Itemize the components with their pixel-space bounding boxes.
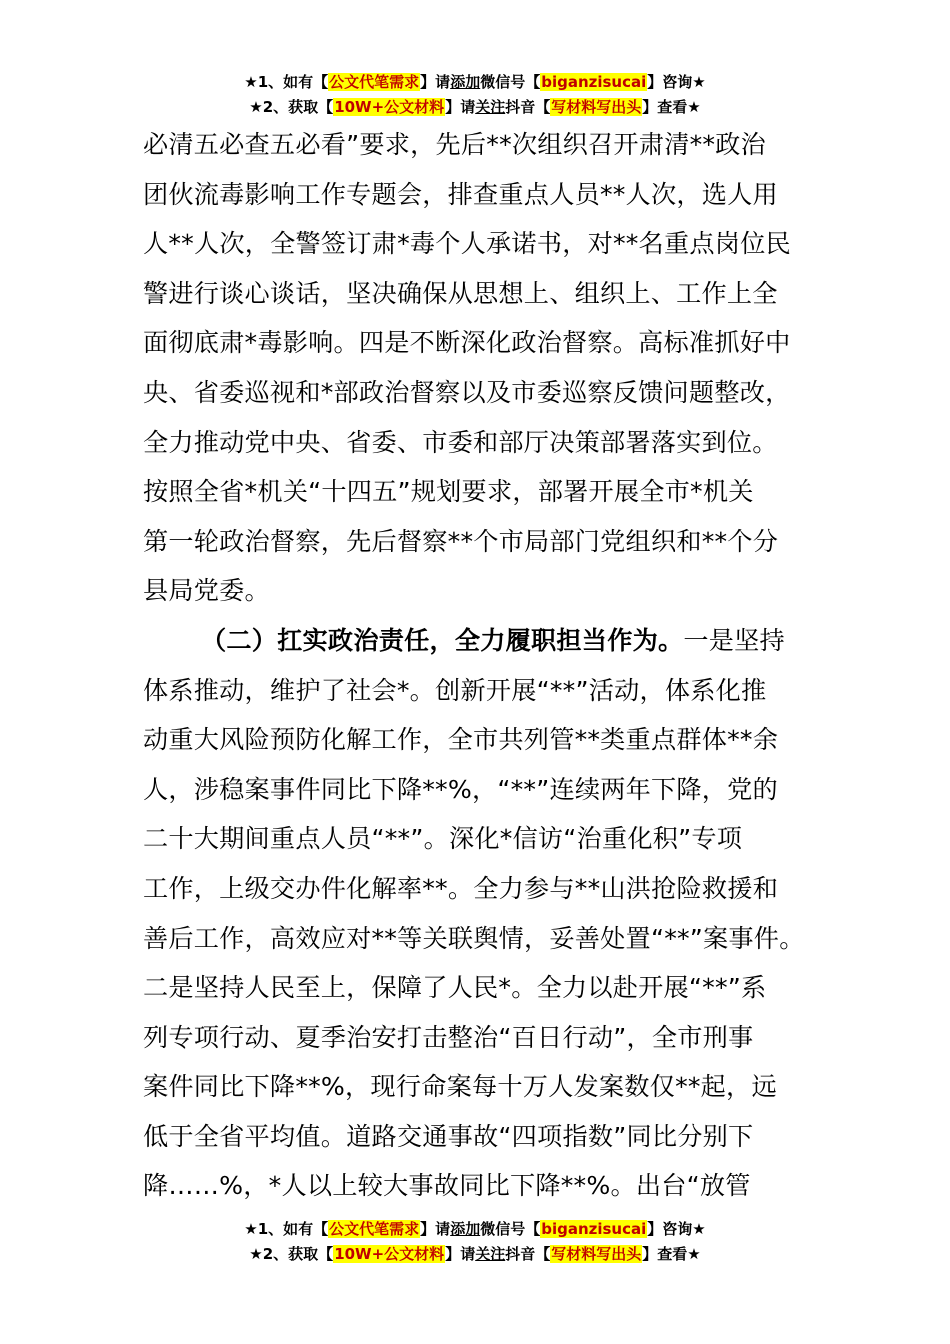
top-banner bbox=[0, 70, 950, 120]
banner-text: ★2、获取【 bbox=[249, 98, 334, 116]
body-line: 第一轮政治督察，先后督察**个市局部门党组织和**个分 bbox=[143, 526, 779, 556]
section-heading-line bbox=[143, 616, 811, 666]
body-line: 人**人次，全警签订肃*毒个人承诺书，对**名重点岗位民 bbox=[143, 229, 791, 259]
banner-text: 】请 bbox=[420, 1220, 451, 1238]
body-line: 工作，上级交办件化解率**。全力参与**山洪抢险救援和 bbox=[143, 873, 779, 903]
highlight-wechat-id: biganzisucai bbox=[541, 1220, 647, 1238]
body-line: 列专项行动、夏季治安打击整治“百日行动”，全市刑事 bbox=[143, 1022, 754, 1052]
banner-text: 】查看★ bbox=[642, 1245, 701, 1263]
body-line: 央、省委巡视和*部政治督察以及市委巡察反馈问题整改， bbox=[143, 377, 791, 407]
body-line: 警进行谈心谈话，坚决确保从思想上、组织上、工作上全 bbox=[143, 278, 778, 308]
body-line: 全力推动党中央、省委、市委和部厅决策部署落实到位。 bbox=[143, 427, 778, 457]
banner-text: 抖音【 bbox=[505, 1245, 551, 1263]
banner-text: 抖音【 bbox=[505, 98, 551, 116]
banner-line-2 bbox=[0, 95, 950, 120]
banner-text: 】咨询★ bbox=[647, 1220, 706, 1238]
banner-line-1 bbox=[0, 1217, 950, 1242]
banner-text: ★1、如有【 bbox=[244, 1220, 329, 1238]
body-line: 按照全省*机关“十四五”规划要求，部署开展全市*机关 bbox=[143, 477, 754, 507]
body-line: 降……%，*人以上较大事故同比下降**%。出台“放管 bbox=[143, 1171, 751, 1201]
underlined-follow: 关注 bbox=[475, 1245, 506, 1263]
body-line: 低于全省平均值。道路交通事故“四项指数”同比分别下 bbox=[143, 1121, 754, 1151]
banner-text: ★1、如有【 bbox=[244, 73, 329, 91]
banner-text: 】咨询★ bbox=[647, 73, 706, 91]
banner-text: ★2、获取【 bbox=[249, 1245, 334, 1263]
body-line: 团伙流毒影响工作专题会，排查重点人员**人次，选人用 bbox=[143, 179, 778, 209]
body-line: 县局党委。 bbox=[143, 576, 270, 606]
section-heading: （二）扛实政治责任，全力履职担当作为。 bbox=[201, 625, 684, 655]
body-line: 面彻底肃*毒影响。四是不断深化政治督察。高标准抓好中 bbox=[143, 328, 791, 358]
highlight-douyin: 写材料写出头 bbox=[551, 98, 642, 116]
banner-text: 】请 bbox=[445, 1245, 476, 1263]
banner-text: 】请 bbox=[420, 73, 451, 91]
body-line: 善后工作，高效应对**等关联舆情，妥善处置“**”案事件。 bbox=[143, 923, 805, 953]
banner-text: 】请 bbox=[445, 98, 476, 116]
section-heading-rest: 一是坚持 bbox=[683, 625, 785, 655]
highlight-materials: 10W+公文材料 bbox=[334, 98, 445, 116]
banner-text: 微信号【 bbox=[480, 1220, 541, 1238]
document-body bbox=[143, 120, 811, 1211]
highlight-ghostwriting: 公文代笔需求 bbox=[329, 1220, 420, 1238]
body-line: 二十大期间重点人员“**”。深化*信访“治重化积”专项 bbox=[143, 824, 743, 854]
banner-text: 】查看★ bbox=[642, 98, 701, 116]
banner-text: 微信号【 bbox=[480, 73, 541, 91]
highlight-wechat-id: biganzisucai bbox=[541, 73, 647, 91]
body-line: 体系推动，维护了社会*。创新开展“**”活动，体系化推 bbox=[143, 675, 767, 705]
body-line: 案件同比下降**%，现行命案每十万人发案数仅**起，远 bbox=[143, 1072, 777, 1102]
highlight-materials: 10W+公文材料 bbox=[334, 1245, 445, 1263]
banner-line-1 bbox=[0, 70, 950, 95]
underlined-add: 添加 bbox=[450, 73, 481, 91]
body-line: 必清五必查五必看”要求，先后**次组织召开肃清**政治 bbox=[143, 130, 766, 159]
body-line: 动重大风险预防化解工作，全市共列管**类重点群体**余 bbox=[143, 725, 779, 755]
underlined-add: 添加 bbox=[450, 1220, 481, 1238]
highlight-douyin: 写材料写出头 bbox=[551, 1245, 642, 1263]
banner-line-2 bbox=[0, 1242, 950, 1267]
body-line: 二是坚持人民至上，保障了人民*。全力以赴开展“**”系 bbox=[143, 973, 767, 1003]
bottom-banner bbox=[0, 1217, 950, 1267]
highlight-ghostwriting: 公文代笔需求 bbox=[329, 73, 420, 91]
underlined-follow: 关注 bbox=[475, 98, 506, 116]
body-line: 人，涉稳案事件同比下降**%，“**”连续两年下降，党的 bbox=[143, 774, 778, 804]
